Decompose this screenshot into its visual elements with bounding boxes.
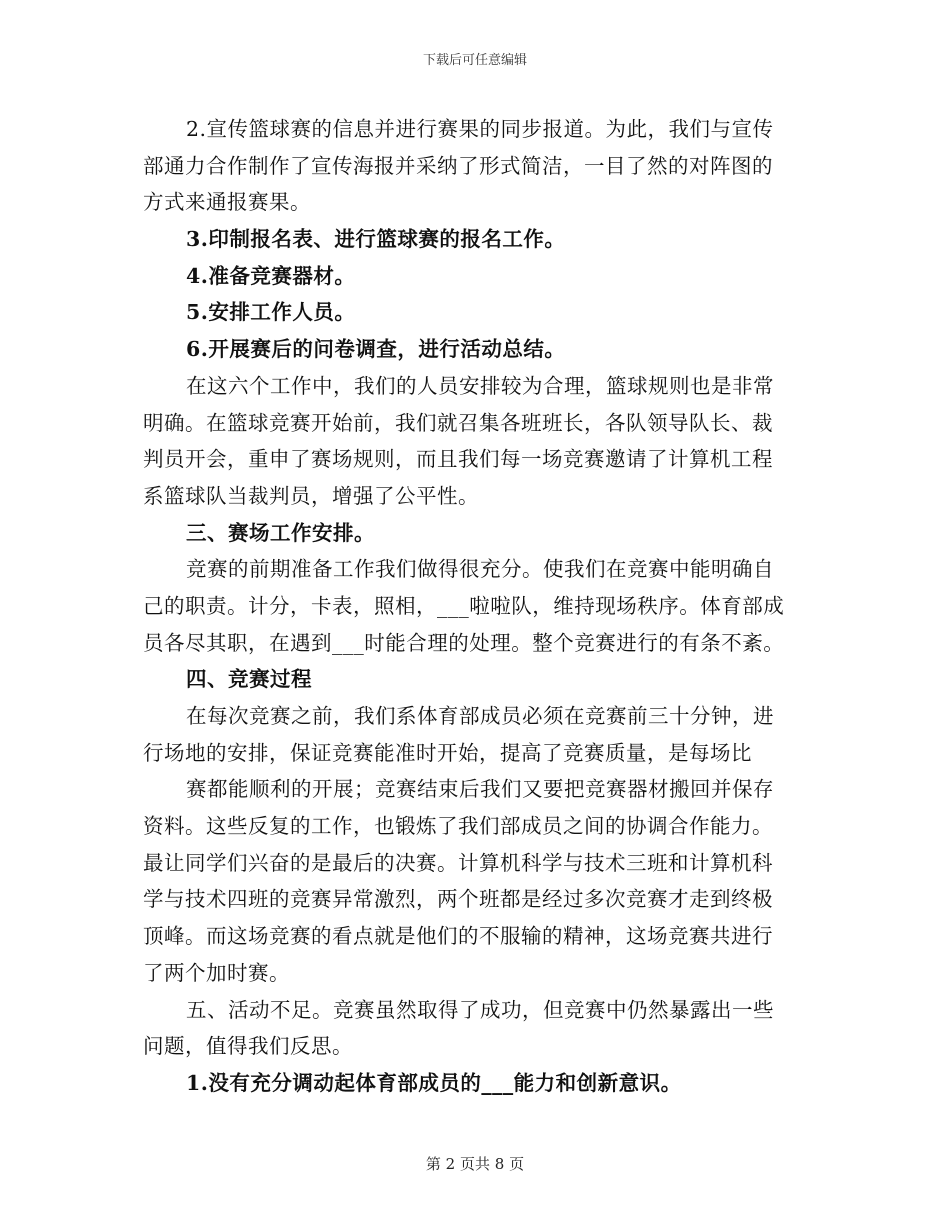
paragraph-line: 顶峰。而这场竞赛的看点就是他们的不服输的精神，这场竞赛共进行: [143, 924, 773, 949]
paragraph-line: 2.宣传篮球赛的信息并进行赛果的同步报道。为此，我们与宣传: [186, 117, 774, 141]
paragraph-line: 行场地的安排，保证竞赛能准时开始，提高了竞赛质量，是每场比: [143, 740, 752, 765]
paragraph-line: 明确。在篮球竞赛开始前，我们就召集各班班长，各队领导队长、裁: [143, 410, 773, 435]
paragraph-line: 己的职责。计分，卡表，照相，___啦啦队，维持现场秩序。体育部成: [143, 593, 785, 618]
paragraph-line: 问题，值得我们反思。: [143, 1034, 353, 1059]
document-body: [143, 111, 808, 1102]
paragraph-line: 了两个加时赛。: [143, 960, 290, 985]
list-item-heading: 3.印制报名表、进行篮球赛的报名工作。: [186, 227, 566, 252]
paragraph-line: 方式来通报赛果。: [143, 190, 311, 215]
paragraph-line: 判员开会，重申了赛场规则，而且我们每一场竞赛邀请了计算机工程: [143, 447, 773, 472]
paragraph-line: 五、活动不足。竞赛虽然取得了成功，但竞赛中仍然暴露出一些: [186, 997, 774, 1022]
paragraph-line: 竞赛的前期准备工作我们做得很充分。使我们在竞赛中能明确自: [186, 557, 774, 582]
list-item-heading: 4.准备竞赛器材。: [186, 263, 356, 288]
page-header: 下载后可任意编辑: [422, 53, 527, 68]
paragraph-line: 员各尽其职，在遇到___时能合理的处理。整个竞赛进行的有条不紊。: [143, 630, 785, 655]
list-item-heading: 6.开展赛后的问卷调查，进行活动总结。: [186, 337, 566, 362]
section-heading: 四、竞赛过程: [186, 667, 312, 692]
paragraph-line: 在每次竞赛之前，我们系体育部成员必须在竞赛前三十分钟，进: [186, 704, 774, 728]
list-item-heading: 1.没有充分调动起体育部成员的___能力和创新意识。: [186, 1070, 682, 1095]
page-number: 第 2 页共 8 页: [425, 1155, 525, 1173]
section-heading: 三、赛场工作安排。: [186, 520, 375, 545]
paragraph-line: 最让同学们兴奋的是最后的决赛。计算机科学与技术三班和计算机科: [143, 850, 773, 875]
paragraph-line: 系篮球队当裁判员，增强了公平性。: [143, 483, 479, 508]
paragraph-line: 在这六个工作中，我们的人员安排较为合理，篮球规则也是非常: [186, 373, 774, 398]
paragraph-line: 学与技术四班的竞赛异常激烈，两个班都是经过多次竞赛才走到终极: [143, 887, 773, 912]
paragraph-line: 部通力合作制作了宣传海报并采纳了形式简洁，一目了然的对阵图的: [143, 153, 773, 178]
paragraph-line: 资料。这些反复的工作，也锻炼了我们部成员之间的协调合作能力。: [143, 814, 773, 839]
paragraph-line: 赛都能顺利的开展；竞赛结束后我们又要把竞赛器材搬回并保存: [186, 777, 774, 802]
list-item-heading: 5.安排工作人员。: [186, 300, 356, 325]
